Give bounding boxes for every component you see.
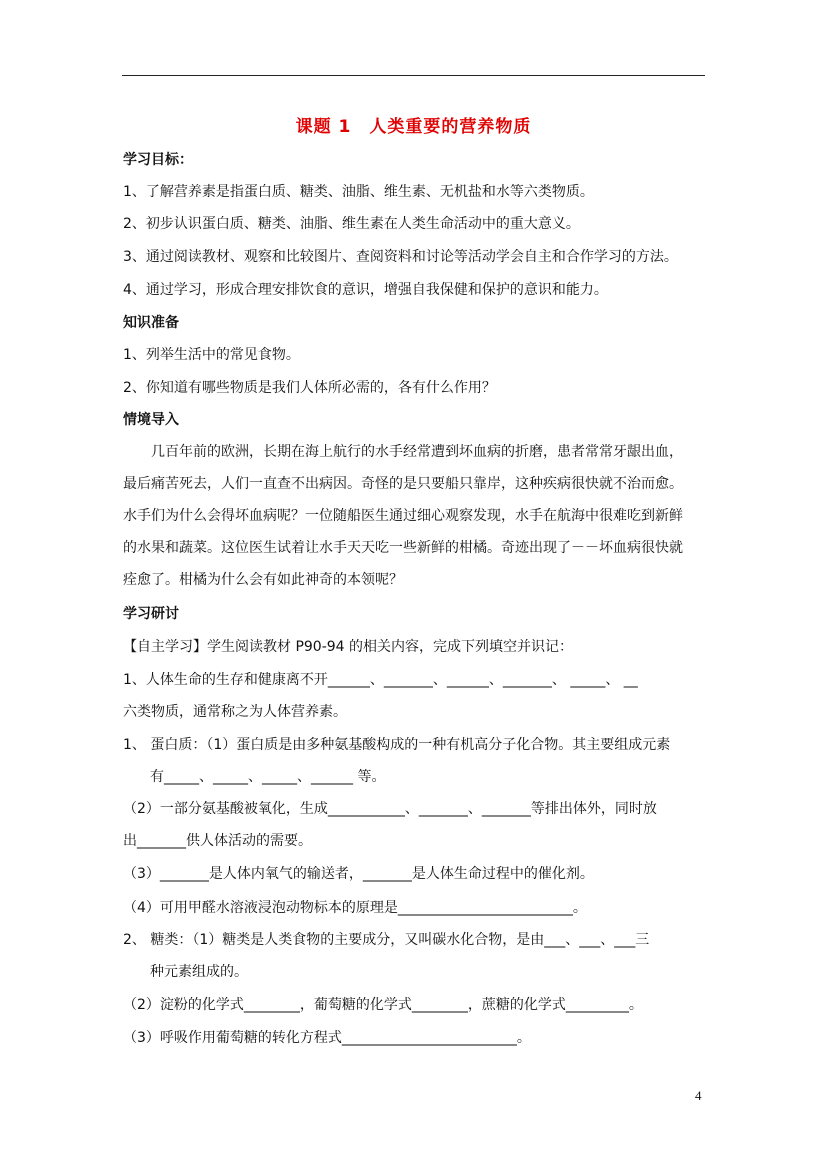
study-line: （3）呼吸作用葡萄糖的转化方程式_________________________。 <box>123 1030 531 1046</box>
study-line: 2、 糖类：（1）糖类是人类食物的主要成分，又叫碳水化合物，是由___、___、___三 <box>123 932 650 948</box>
study-line: 【自主学习】学生阅读教材 P90-94 的相关内容，完成下列填空并识记： <box>123 639 574 655</box>
prep-item: 2、你知道有哪些物质是我们人体所必需的，各有什么作用？ <box>123 380 496 396</box>
study-line: 1、人体生命的生存和健康离不开______、_______、______、_______、 _____、 __ <box>123 672 638 688</box>
page-title: 课题 1 人类重要的营养物质 <box>295 117 532 137</box>
intro-line: 水手们为什么会得坏血病呢？一位随船医生通过细心观察发现，水手在航海中很难吃到新鲜 <box>123 508 683 524</box>
study-line: （3）_______是人体内氧气的输送者，_______是人体生命过程中的催化剂。 <box>123 866 594 882</box>
intro-line: 最后痛苦死去，人们一直查不出病因。奇怪的是只要船只靠岸，这种疾病很快就不治而愈。 <box>123 476 683 492</box>
study-line: 1、 蛋白质：（1）蛋白质是由多种氨基酸构成的一种有机高分子化合物。其主要组成元素 <box>123 737 671 753</box>
study-line: （2）淀粉的化学式________，葡萄糖的化学式________，蔗糖的化学式_________。 <box>123 997 643 1013</box>
study-line: 种元素组成的。 <box>150 964 248 980</box>
page-number: 4 <box>695 1088 702 1103</box>
prep-item: 1、列举生活中的常见食物。 <box>123 347 300 363</box>
goal-item: 4、通过学习，形成合理安排饮食的意识，增强自我保健和保护的意识和能力。 <box>123 282 608 298</box>
study-heading: 学习研讨 <box>123 606 179 622</box>
prep-heading: 知识准备 <box>123 315 179 331</box>
study-line: 六类物质，通常称之为人体营养素。 <box>123 704 347 720</box>
study-line: 出_______供人体活动的需要。 <box>123 833 312 849</box>
intro-line: 痊愈了。柑橘为什么会有如此神奇的本领呢？ <box>123 572 403 588</box>
goal-item: 1、了解营养素是指蛋白质、糖类、油脂、维生素、无机盐和水等六类物质。 <box>123 184 594 200</box>
header-rule <box>122 75 705 76</box>
goals-heading: 学习目标： <box>123 152 193 168</box>
study-line: （2）一部分氨基酸被氧化，生成___________、_______、_______等排出体外，同时放 <box>123 801 657 817</box>
intro-heading: 情境导入 <box>123 412 179 428</box>
study-line: 有_____、_____、_____、______ 等。 <box>150 769 386 785</box>
intro-line: 的水果和蔬菜。这位医生试着让水手天天吃一些新鲜的柑橘。奇迹出现了－－坏血病很快就 <box>123 540 683 556</box>
goal-item: 3、通过阅读教材、观察和比较图片、查阅资料和讨论等活动学会自主和合作学习的方法。 <box>123 249 678 265</box>
intro-line: 几百年前的欧洲，长期在海上航行的水手经常遭到坏血病的折磨，患者常常牙龈出血， <box>123 444 683 460</box>
goal-item: 2、初步认识蛋白质、糖类、油脂、维生素在人类生命活动中的重大意义。 <box>123 216 580 232</box>
study-line: （4）可用甲醛水溶液浸泡动物标本的原理是_________________________。 <box>123 900 587 916</box>
